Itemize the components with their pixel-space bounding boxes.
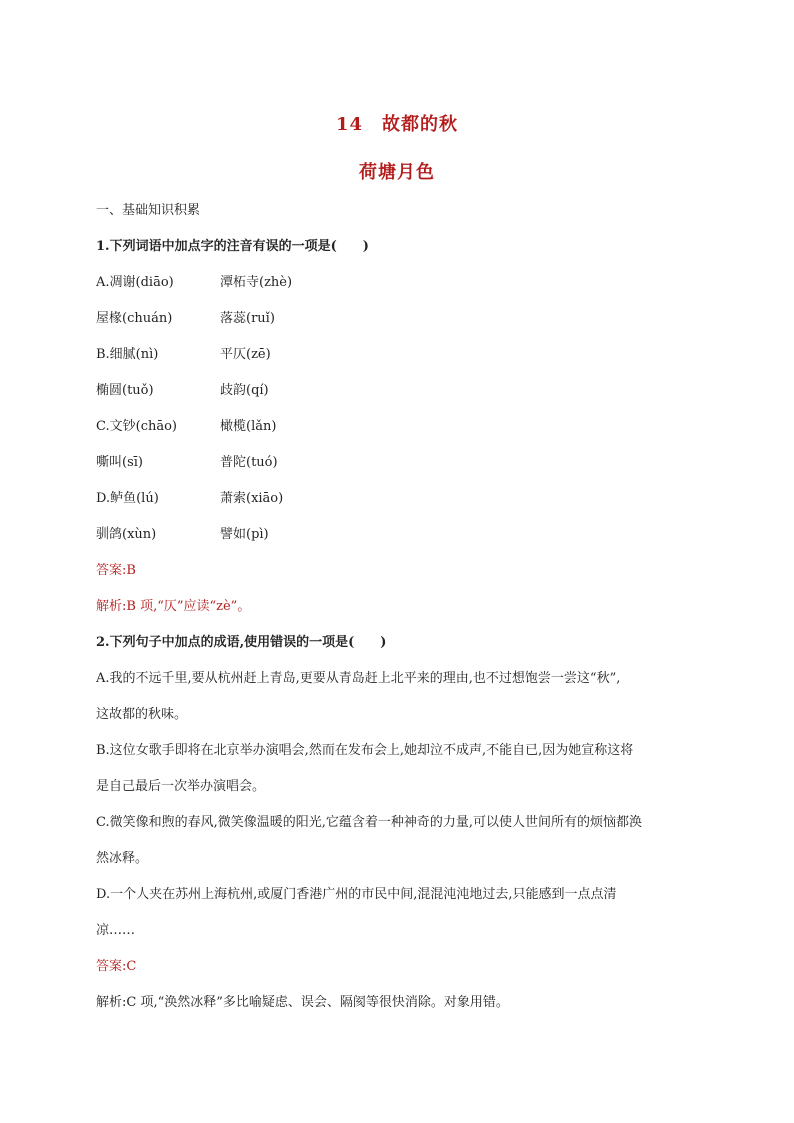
q2-line-1: A.我的不远千里,要从杭州赶上青岛,更要从青岛赶上北平来的理由,也不过想饱尝一尝这“秋”, bbox=[96, 671, 621, 686]
option-row-3-left: B.细腻(nì) bbox=[96, 347, 159, 362]
question-1-text: 1.下列词语中加点字的注音有误的一项是( ) bbox=[96, 239, 369, 254]
analysis-text: 解析:B 项,“仄”应读“zè”。 bbox=[96, 599, 251, 614]
section-heading: 一、基础知识积累 bbox=[96, 203, 201, 218]
option-row-8-right: 譬如(pì) bbox=[220, 527, 269, 542]
option-row-6-right: 普陀(tuó) bbox=[220, 455, 278, 470]
q2-line-5: C.微笑像和煦的春风,微笑像温暖的阳光,它蕴含着一种神奇的力量,可以使人世间所有的烦恼都涣 bbox=[96, 815, 643, 830]
option-row-7-left: D.鲈鱼(lú) bbox=[96, 491, 159, 506]
option-row-1-right: 潭柘寺(zhè) bbox=[220, 275, 293, 290]
question-1-stem bbox=[96, 239, 369, 255]
q2-line-4: 是自己最后一次举办演唱会。 bbox=[96, 779, 266, 794]
option-row-4-left: 椭圆(tuǒ) bbox=[96, 383, 154, 398]
q2-line-7: D.一个人夹在苏州上海杭州,或厦门香港广州的市民中间,混混沌沌地过去,只能感到一点点清 bbox=[96, 887, 617, 902]
q2-line-3: B.这位女歌手即将在北京举办演唱会,然而在发布会上,她却泣不成声,不能自已,因为她宣称这将 bbox=[96, 743, 634, 758]
q2-line-6: 然冰释。 bbox=[96, 851, 149, 866]
option-row-3-right: 平仄(zē) bbox=[220, 347, 271, 362]
option-row-2-right: 落蕊(ruǐ) bbox=[220, 311, 275, 326]
option-row-7-right: 萧索(xiāo) bbox=[220, 491, 284, 506]
option-row-4-right: 歧韵(qí) bbox=[220, 383, 269, 398]
option-row-5-right: 橄榄(lǎn) bbox=[220, 419, 277, 434]
option-row-8-left: 驯鸽(xùn) bbox=[96, 527, 157, 542]
option-row-1-left: A.凋谢(diāo) bbox=[96, 275, 174, 290]
question-1-answer: 答案:B bbox=[96, 563, 136, 578]
question-2-analysis: 解析:C 项,“涣然冰释”多比喻疑虑、误会、隔阂等很快消除。对象用错。 bbox=[96, 995, 509, 1010]
q2-line-2: 这故都的秋味。 bbox=[96, 707, 188, 722]
option-row-2-left: 屋椽(chuán) bbox=[96, 311, 173, 326]
question-2-stem: 2.下列句子中加点的成语,使用错误的一项是( ) bbox=[96, 635, 387, 650]
q2-line-8: 凉…… bbox=[96, 923, 136, 938]
question-1-analysis bbox=[96, 599, 250, 615]
question-2-answer: 答案:C bbox=[96, 959, 137, 974]
page-title: 14 故都的秋 bbox=[335, 114, 459, 135]
page-subtitle: 荷塘月色 bbox=[359, 162, 435, 183]
option-row-5-left: C.文钞(chāo) bbox=[96, 419, 177, 434]
option-row-6-left: 嘶叫(sī) bbox=[96, 455, 143, 470]
